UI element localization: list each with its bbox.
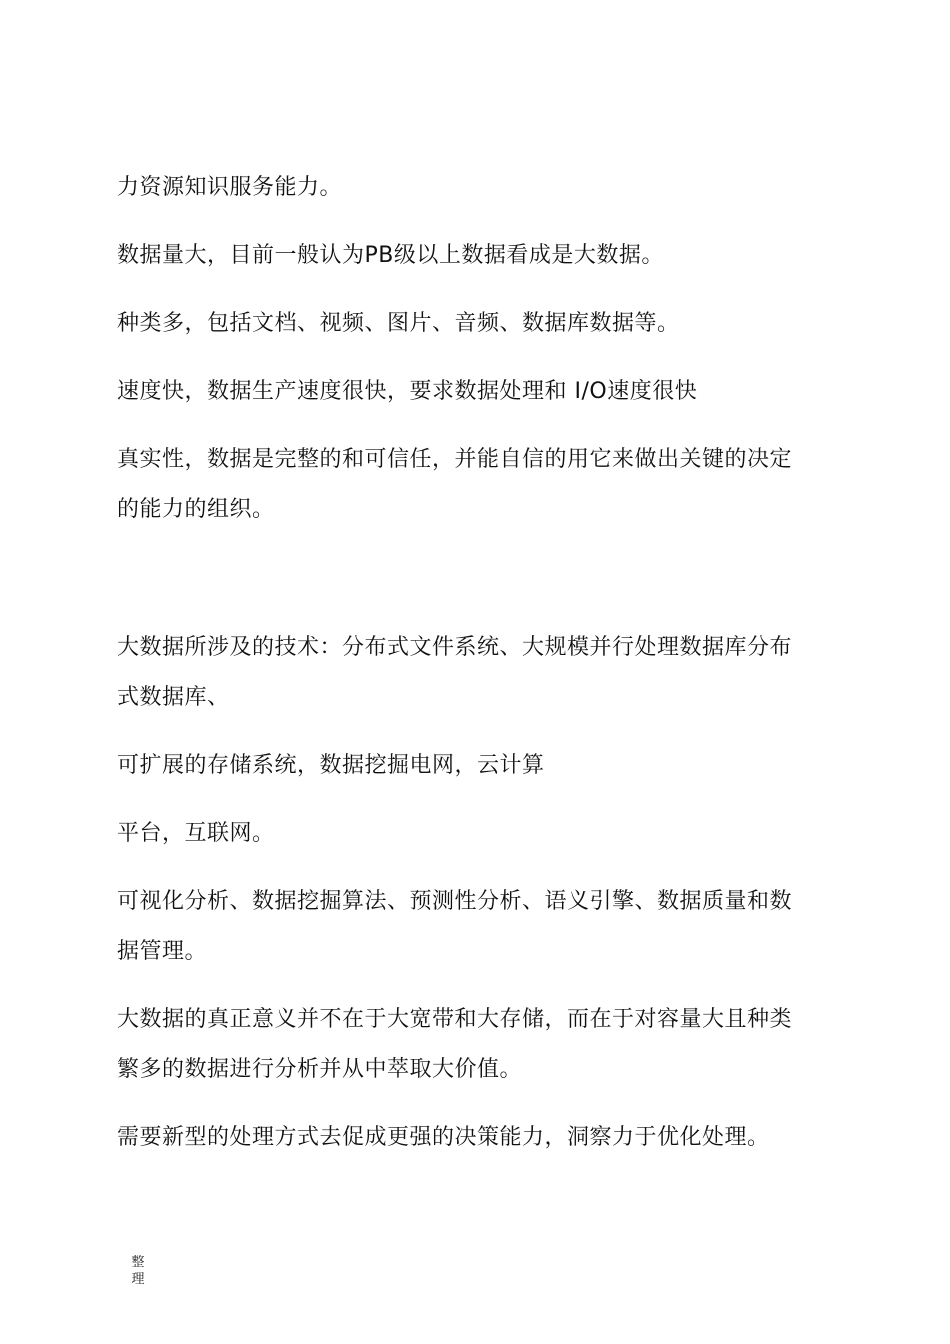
text-line-12: 据管理。	[117, 939, 208, 964]
text-line-15: 需要新型的处理方式去促成更强的决策能力，洞察力于优化处理。	[117, 1125, 770, 1150]
text-line-3: 种类多，包括文档、视频、图片、音频、数据库数据等。	[117, 311, 680, 336]
footer-mark	[130, 1254, 146, 1288]
footer-char-1: 整	[131, 1255, 145, 1270]
text-line-4: 速度快，数据生产速度很快，要求数据处理和 I/O速度很快	[117, 379, 698, 404]
text-line-11: 可视化分析、数据挖掘算法、预测性分析、语义引擎、数据质量和数	[117, 889, 793, 914]
text-line-13: 大数据的真正意义并不在于大宽带和大存储，而在于对容量大且种类	[117, 1007, 793, 1032]
footer-char-2: 理	[131, 1272, 145, 1287]
text-line-5: 真实性，数据是完整的和可信任，并能自信的用它来做出关键的决定	[117, 447, 793, 472]
text-line-14: 繁多的数据进行分析并从中萃取大价值。	[117, 1057, 523, 1082]
text-line-2: 数据量大，目前一般认为PB级以上数据看成是大数据。	[117, 243, 664, 268]
text-line-9: 可扩展的存储系统，数据挖掘电网，云计算	[117, 753, 545, 778]
text-line-6: 的能力的组织。	[117, 497, 275, 522]
text-line-7: 大数据所涉及的技术：分布式文件系统、大规模并行处理数据库分布	[117, 635, 793, 660]
text-line-8: 式数据库、	[117, 685, 230, 710]
text-line-10: 平台，互联网。	[117, 821, 275, 846]
text-line-1: 力资源知识服务能力。	[117, 175, 343, 200]
